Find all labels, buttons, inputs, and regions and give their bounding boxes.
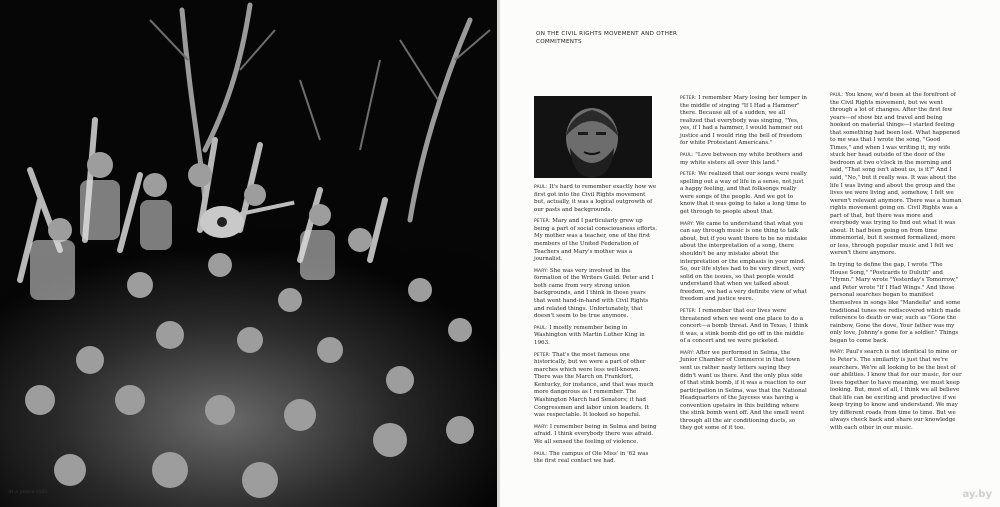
interview-paragraph [534, 184, 658, 214]
interview-paragraph [534, 325, 658, 348]
text-page [500, 0, 1000, 507]
paragraph-text: We came to understand that what you can say through music is one thing to talk about, but if you want there to be no mistake about the interpretation of a song, there shouldn't be any mistake about the interpretation or the emphasis in your mind. So, our life styles had to be very direct, very solid on the issues, so that people would understand that when we talked about freedom, we had a very definite view of what freedom and justice were. [680, 220, 808, 303]
interview-paragraph [680, 308, 808, 346]
paragraph-text: Paul's search is not identical to mine or to Peter's. The similarity is just that we're searchers. We're all looking to be the best of our abilities. I know that for our music, for our lives together to have meaning, we must keep looking. But, most of all, I think we all believe that life can be exciting and productive if we keep trying to know and understand. We may try different roads from time to time. But we always check back and share our knowledge with each other in our music. [830, 349, 962, 431]
paragraph-text: The campus of Ole Miss' in '62 was the first real contact we had. [534, 450, 649, 465]
interview-paragraph [830, 262, 962, 345]
speaker-label: MARY: [680, 221, 695, 227]
interview-paragraph [680, 350, 808, 433]
interview-paragraph [534, 352, 658, 420]
crowd-photograph [0, 0, 497, 507]
paragraph-text: I remember Mary losing her temper in the middle of singing "If I Had a Hammer" there. Because all of a sudden, we all realized that everybody was singing, "Yes, yes, if I had a hammer, I would hammer out justice and I would ring the bell of freedom for white Protestant Americans." [680, 95, 807, 147]
paragraph-text: It's hard to remember exactly how we first got into the Civil Rights movement but, actually, it was a logical outgrowth of our pasts and backgrounds. [534, 184, 657, 213]
interview-paragraph [830, 349, 962, 432]
interview-paragraph [534, 451, 658, 466]
interview-paragraph [534, 268, 658, 321]
interview-paragraph [680, 95, 808, 148]
speaker-label: PAUL: [534, 185, 548, 190]
speaker-label: PAUL: [830, 93, 844, 98]
interview-paragraph [680, 221, 808, 304]
paragraph-text: I remember that our lives were threatened when we went one place to do a concert—a bomb threat. And in Texas, I think it was, a stink bomb did go off in the middle of a concert and we were picketed. [680, 307, 808, 345]
paragraph-text: You know, we'd been at the forefront of the Civil Rights movement, but we went through a lot of changes. After the first few years—of show biz and travel and being hooked on material things—I started feeling that something had been lost. What happened to me was that I wrote the song, "Good Times," and when I was writing it, my wife stuck her head outside of the door of the bedroom at two o'clock in the morning and said, "That song isn't about us, is it?" And I said, "No," but it really was. It was about the life I was living and about the group and the lives we were living and, somehow, I felt we weren't relevant anymore. There was a human rights movement going on. Civil Rights was a part of that, but there was more and everybody was trying to find out what it was about. It had been going on from time immemorial, but it seemed formalized, more or less, through popular music and I felt we weren't there anymore. [830, 92, 962, 257]
watermark: ay.by [962, 489, 992, 500]
interview-paragraph [534, 218, 658, 263]
paragraph-text: We realized that our songs were really spelling out a way of life in a sense, not just a happy feeling, and that folksongs really were songs of the people. And we got to know that it was going to take a long time to get through to people about that. [680, 171, 807, 216]
photo-caption: At a peace rally. [8, 489, 49, 495]
speaker-label: MARY: [534, 268, 549, 274]
speaker-label: PETER: [534, 352, 551, 358]
paragraph-text: I mostly remember being in Washington with Martin Luther King in 1963. [534, 324, 645, 346]
paragraph-text: I remember being in Selma and being afraid. I think everybody there was afraid. We all sensed the feeling of violence. [534, 423, 657, 445]
speaker-label: PAUL: [534, 451, 548, 457]
interview-paragraph [680, 152, 808, 167]
interview-paragraph [534, 424, 658, 447]
interview-paragraph [830, 92, 962, 258]
speaker-label: MARY: [534, 424, 549, 430]
speaker-label: PETER: [680, 96, 697, 101]
speaker-label: PETER: [534, 219, 551, 225]
portrait-photo [534, 96, 652, 178]
interview-paragraph [680, 171, 808, 216]
paragraph-text: She was very involved in the formation of the Writers Guild. Peter and I both came from very strong union backgrounds, and I think in those years that went hand-in-hand with Civil Rights and related things. Unfortunately, that doesn't seem to be true anymore. [534, 267, 654, 320]
paragraph-text: Mary and I particularly grew up being a part of social consciousness efforts. My mother was a teacher, one of the first members of the United Federation of Teachers and Mary's mother was a journalist. [534, 218, 658, 263]
paragraph-text: In trying to define the gap, I wrote "The House Song," "Postcards to Duluth" and "Hymn." Mary wrote "Yesterday's Tomorrow," and Peter wrote "If I Had Wings." And those personal searches began to manifest themselves in songs like "Mandella" and some traditional tunes we rediscovered which made reference to death or war, such as "Gone the rainbow, Gone the dove, Your father was my only love, Johnny's gone for a soldier." Things began to come back. [830, 262, 961, 344]
text-column-3 [830, 92, 962, 437]
paragraph-text: "Love between my white brothers and my white sisters all over this land." [680, 152, 803, 166]
speaker-label: PAUL: [680, 153, 694, 159]
text-column-2 [680, 95, 808, 437]
text-column-1 [534, 184, 658, 470]
section-heading: ON THE CIVIL RIGHTS MOVEMENT AND OTHER COMMITMENTS [536, 31, 678, 45]
paragraph-text: That's the most famous one historically, but we were a part of other marches which were less well-known. There was the March on Frankfort, Kentucky, for instance, and that was much more dangerous as I remember. The Washington March had Senators; it had Congressmen and labor union leaders. It was respectable. It looked so hopeful. [534, 351, 654, 419]
speaker-label: PETER: [680, 308, 697, 314]
paragraph-text: After we performed in Selma, the Junior Chamber of Commerce in that town sent us rather nasty letters saying they didn't want us there. And the only plus side of that stink bomb, if it was a reaction to our participation in Selma, was that the National Headquarters of the Jaycees was having a convention upstairs in this building where the stink bomb went off. And the smell went through all the air conditioning ducts, so they got some of it too. [680, 349, 807, 432]
speaker-label: MARY: [830, 350, 845, 356]
speaker-label: PETER: [680, 172, 697, 178]
speaker-label: MARY: [680, 350, 695, 356]
speaker-label: PAUL: [534, 325, 548, 331]
